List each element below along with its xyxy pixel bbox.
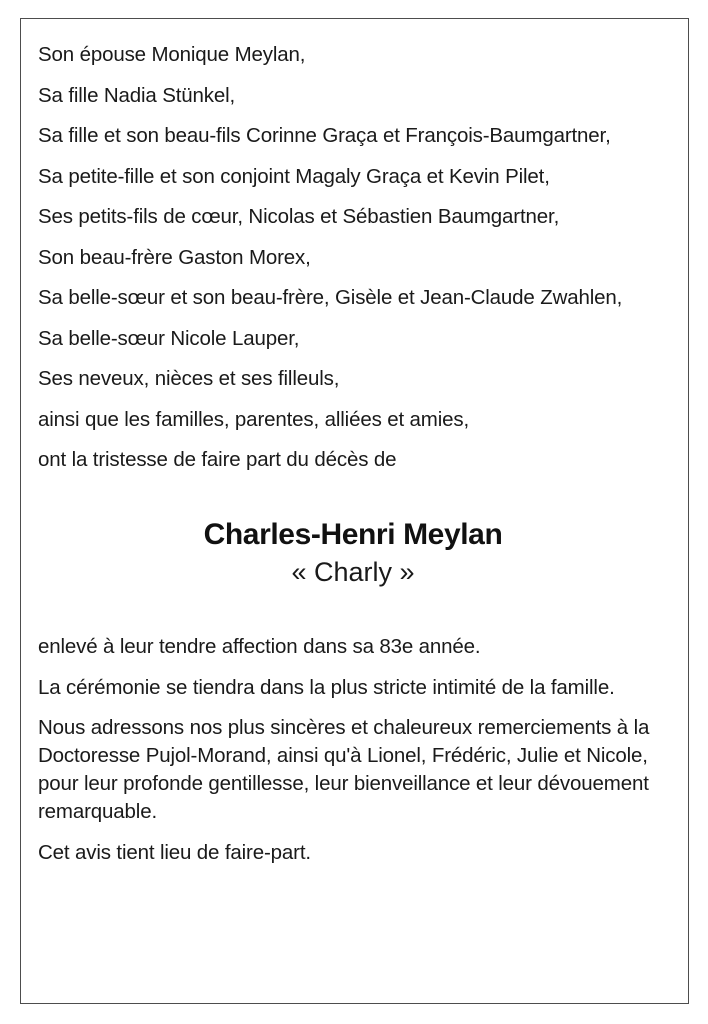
- death-notice-card: [20, 18, 689, 1004]
- deceased-nickname: « Charly »: [291, 557, 415, 587]
- deceased-name: Charles-Henri Meylan: [203, 518, 503, 551]
- thanks-line: Nous adressons nos plus sincères et chaleureux remerciements à la Doctoresse Pujol-Morand, ainsi qu'à Lionel, Frédéric, Julie et Nicole, pour leur profonde gentillesse, leur bienveillance et leur dévouement remarquable.: [38, 716, 650, 823]
- notice-content: [21, 19, 688, 867]
- survivor-line: Son épouse Monique Meylan,: [38, 43, 306, 66]
- survivor-line: Son beau-frère Gaston Morex,: [38, 245, 311, 269]
- survivor-line: Sa fille Nadia Stünkel,: [38, 83, 236, 107]
- ceremony-line: La cérémonie se tiendra dans la plus stricte intimité de la famille.: [38, 675, 615, 699]
- survivor-line: Sa belle-sœur Nicole Lauper,: [38, 326, 300, 350]
- survivor-line: ainsi que les familles, parentes, alliées et amies,: [38, 407, 470, 431]
- deceased-block: [38, 517, 668, 589]
- closing-section: [38, 633, 668, 867]
- closing-line: enlevé à leur tendre affection dans sa 83e année.: [38, 635, 481, 658]
- survivor-line: Sa fille et son beau-fils Corinne Graça et François-Baumgartner,: [38, 124, 611, 147]
- survivor-line: Sa petite-fille et son conjoint Magaly Graça et Kevin Pilet,: [38, 164, 550, 188]
- notice-footer-line: Cet avis tient lieu de faire-part.: [38, 840, 311, 864]
- survivor-line: Sa belle-sœur et son beau-frère, Gisèle et Jean-Claude Zwahlen,: [38, 286, 623, 309]
- announcement-line: ont la tristesse de faire part du décès de: [38, 448, 397, 471]
- survivor-line: Ses neveux, nièces et ses filleuls,: [38, 367, 340, 390]
- survivors-list: [38, 41, 668, 474]
- survivor-line: Ses petits-fils de cœur, Nicolas et Sébastien Baumgartner,: [38, 205, 560, 228]
